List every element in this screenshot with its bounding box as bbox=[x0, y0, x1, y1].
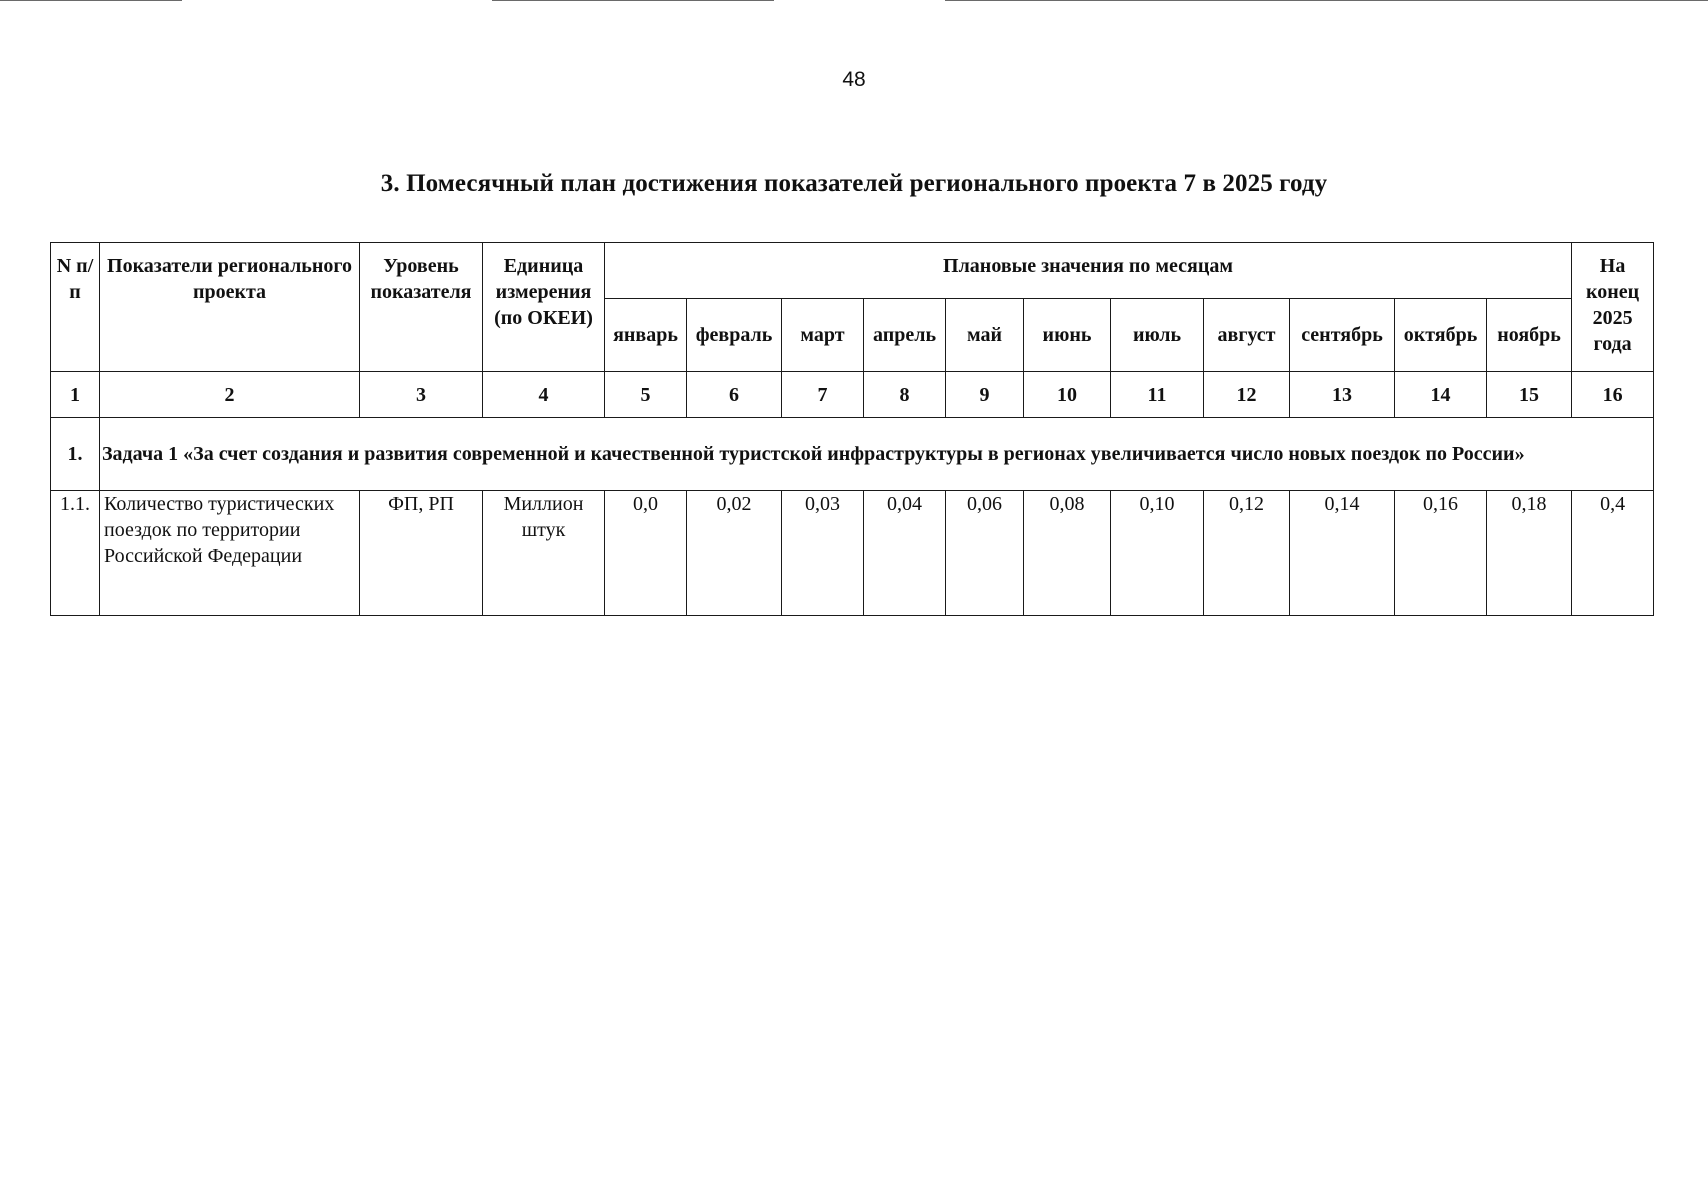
month-value: 0,0 bbox=[605, 491, 687, 616]
task-number: 1. bbox=[51, 418, 100, 491]
document-title: 3. Помесячный план достижения показателей регионального проекта 7 в 2025 году bbox=[380, 170, 1328, 197]
column-number: 7 bbox=[782, 372, 864, 418]
indicator-name: Количество туристических поездок по территории Российской Федерации bbox=[100, 491, 360, 616]
column-number: 11 bbox=[1111, 372, 1204, 418]
task-row bbox=[51, 418, 1654, 491]
header-number: N п/п bbox=[51, 243, 100, 372]
month-value: 0,12 bbox=[1204, 491, 1290, 616]
header-level: Уровень показателя bbox=[360, 243, 483, 372]
table-row bbox=[51, 491, 1654, 616]
column-number: 9 bbox=[946, 372, 1024, 418]
month-value: 0,08 bbox=[1024, 491, 1111, 616]
column-number: 12 bbox=[1204, 372, 1290, 418]
column-number: 4 bbox=[483, 372, 605, 418]
indicator-unit: Миллион штук bbox=[483, 491, 605, 616]
month-value: 0,10 bbox=[1111, 491, 1204, 616]
header-month: сентябрь bbox=[1290, 299, 1395, 372]
end-of-year-value: 0,4 bbox=[1572, 491, 1654, 616]
header-unit: Единица измерения (по ОКЕИ) bbox=[483, 243, 605, 372]
header-month: октябрь bbox=[1395, 299, 1487, 372]
header-month: февраль bbox=[687, 299, 782, 372]
row-number: 1.1. bbox=[51, 491, 100, 616]
month-value: 0,06 bbox=[946, 491, 1024, 616]
task-description: Задача 1 «За счет создания и развития современной и качественной туристской инфраструктуры в регионах увеличивается число новых поездок по России» bbox=[100, 418, 1654, 491]
month-value: 0,14 bbox=[1290, 491, 1395, 616]
header-month: ноябрь bbox=[1487, 299, 1572, 372]
month-value: 0,02 bbox=[687, 491, 782, 616]
header-month: апрель bbox=[864, 299, 946, 372]
column-number: 8 bbox=[864, 372, 946, 418]
scan-edge-line bbox=[945, 0, 1708, 1]
header-month: август bbox=[1204, 299, 1290, 372]
table-header-row bbox=[51, 243, 1654, 299]
header-end-of-year: На конец 2025 года bbox=[1572, 243, 1654, 372]
month-value: 0,03 bbox=[782, 491, 864, 616]
column-number: 13 bbox=[1290, 372, 1395, 418]
scan-edge-line bbox=[0, 0, 182, 1]
header-month: июль bbox=[1111, 299, 1204, 372]
column-number: 2 bbox=[100, 372, 360, 418]
month-value: 0,18 bbox=[1487, 491, 1572, 616]
monthly-plan-table bbox=[50, 242, 1654, 616]
header-indicator: Показатели регионального проекта bbox=[100, 243, 360, 372]
page-number: 48 bbox=[842, 68, 866, 91]
scan-edge-line bbox=[492, 0, 774, 1]
column-number: 10 bbox=[1024, 372, 1111, 418]
column-number: 6 bbox=[687, 372, 782, 418]
header-monthly-plan: Плановые значения по месяцам bbox=[605, 243, 1572, 299]
month-value: 0,04 bbox=[864, 491, 946, 616]
column-number: 5 bbox=[605, 372, 687, 418]
column-number: 3 bbox=[360, 372, 483, 418]
column-number: 14 bbox=[1395, 372, 1487, 418]
header-month: март bbox=[782, 299, 864, 372]
column-numbers-row bbox=[51, 372, 1654, 418]
header-month: январь bbox=[605, 299, 687, 372]
column-number: 16 bbox=[1572, 372, 1654, 418]
month-value: 0,16 bbox=[1395, 491, 1487, 616]
indicator-level: ФП, РП bbox=[360, 491, 483, 616]
header-month: май bbox=[946, 299, 1024, 372]
header-month: июнь bbox=[1024, 299, 1111, 372]
column-number: 15 bbox=[1487, 372, 1572, 418]
column-number: 1 bbox=[51, 372, 100, 418]
